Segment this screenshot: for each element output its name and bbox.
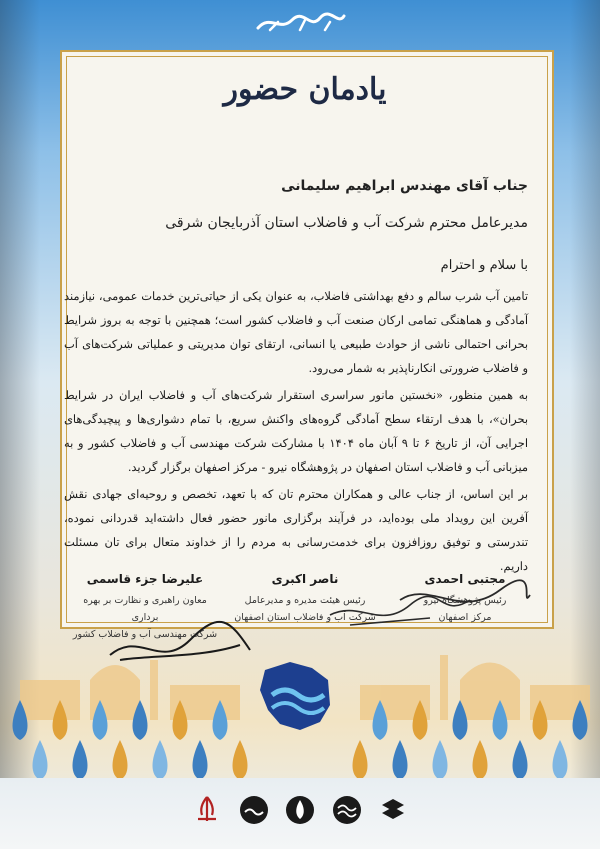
addressee-name: جناب آقای مهندس ابراهیم سلیمانی [281,178,528,194]
body-paragraph: بر این اساس، از جناب عالی و همکاران محترم تان که با تعهد، تخصص و روحیه‌ای جهادی نقش آفرین این رویداد ملی بوده‌اید، در فرآیند برگزاری مانور حضور فعال داشته‌اید قدردانی نموده، تندرستی و توفیق روزافزون برای خدمت‌رسانی به مردم را از خداوند متعال برای تان مسئلت داریم. [64,487,528,573]
signatory-name: مجتبی احمدی [424,572,506,586]
signatory-title: مرکز اصفهان [438,612,492,623]
water-company-logo-icon [237,793,271,827]
footer-logos [190,790,410,830]
certificate-title: یادمان حضور [223,72,387,107]
water-company-logo-icon [283,793,317,827]
signatory-title: رئیس پژوهشگاه نیرو [423,595,507,606]
signatory-name: علیرضا جزء قاسمی [86,572,204,586]
signatory-title: معاون راهبری و نظارت بر بهره برداری [83,595,207,623]
body-paragraph: تامین آب شرب سالم و دفع بهداشتی فاضلاب، به عنوان یکی از حیاتی‌ترین خدمات عمومی، نیازمند آمادگی و هماهنگی تمامی ارکان صنعت آب و فاضلاب کشور است؛ همچنین با توجه به بروز شرایط بحرانی احتمالی ناشی از حوادث طبیعی یا انسانی، ارتقای توان مدیریتی و عملیاتی شرکت‌های آب و فاضلاب ضرورتی انکارناپذیر به شمار می‌رود. [64,289,528,375]
signatory-title: شرکت مهندسی آب و فاضلاب کشور [72,629,218,640]
signatory-title: رئیس هیئت مدیره و مدیرعامل [244,595,366,606]
addressee-position: مدیرعامل محترم شرکت آب و فاضلاب استان آذربایجان شرقی [165,215,528,231]
signatory-title: شرکت آب و فاضلاب استان اصفهان [234,612,376,623]
iran-map-water-logo-icon [250,650,340,740]
bismillah-calligraphy-icon [250,8,350,36]
body-paragraph: به همین منظور، «نخستین مانور سراسری استقرار شرکت‌های آب و فاضلاب ایران در شرایط بحران»، با هدف ارتقاء سطح آمادگی گروه‌های واکنش سریع، با تمام دشواری‌ها و پیچیدگی‌های اجرایی آن، از تاریخ ۶ تا ۹ آبان ماه ۱۴۰۴ با مشارکت شرکت مهندسی آب و فاضلاب کشور و به میزبانی آب و فاضلاب استان اصفهان در پژوهشگاه نیرو - مرکز اصفهان برگزار گردید. [64,388,528,474]
greeting: با سلام و احترام [440,258,528,273]
water-company-logo-icon [330,793,364,827]
niroo-research-logo-icon [376,793,410,827]
certificate-body [64,284,528,581]
signatory-name: ناصر اکبری [271,572,339,586]
iran-emblem-icon [190,793,224,827]
